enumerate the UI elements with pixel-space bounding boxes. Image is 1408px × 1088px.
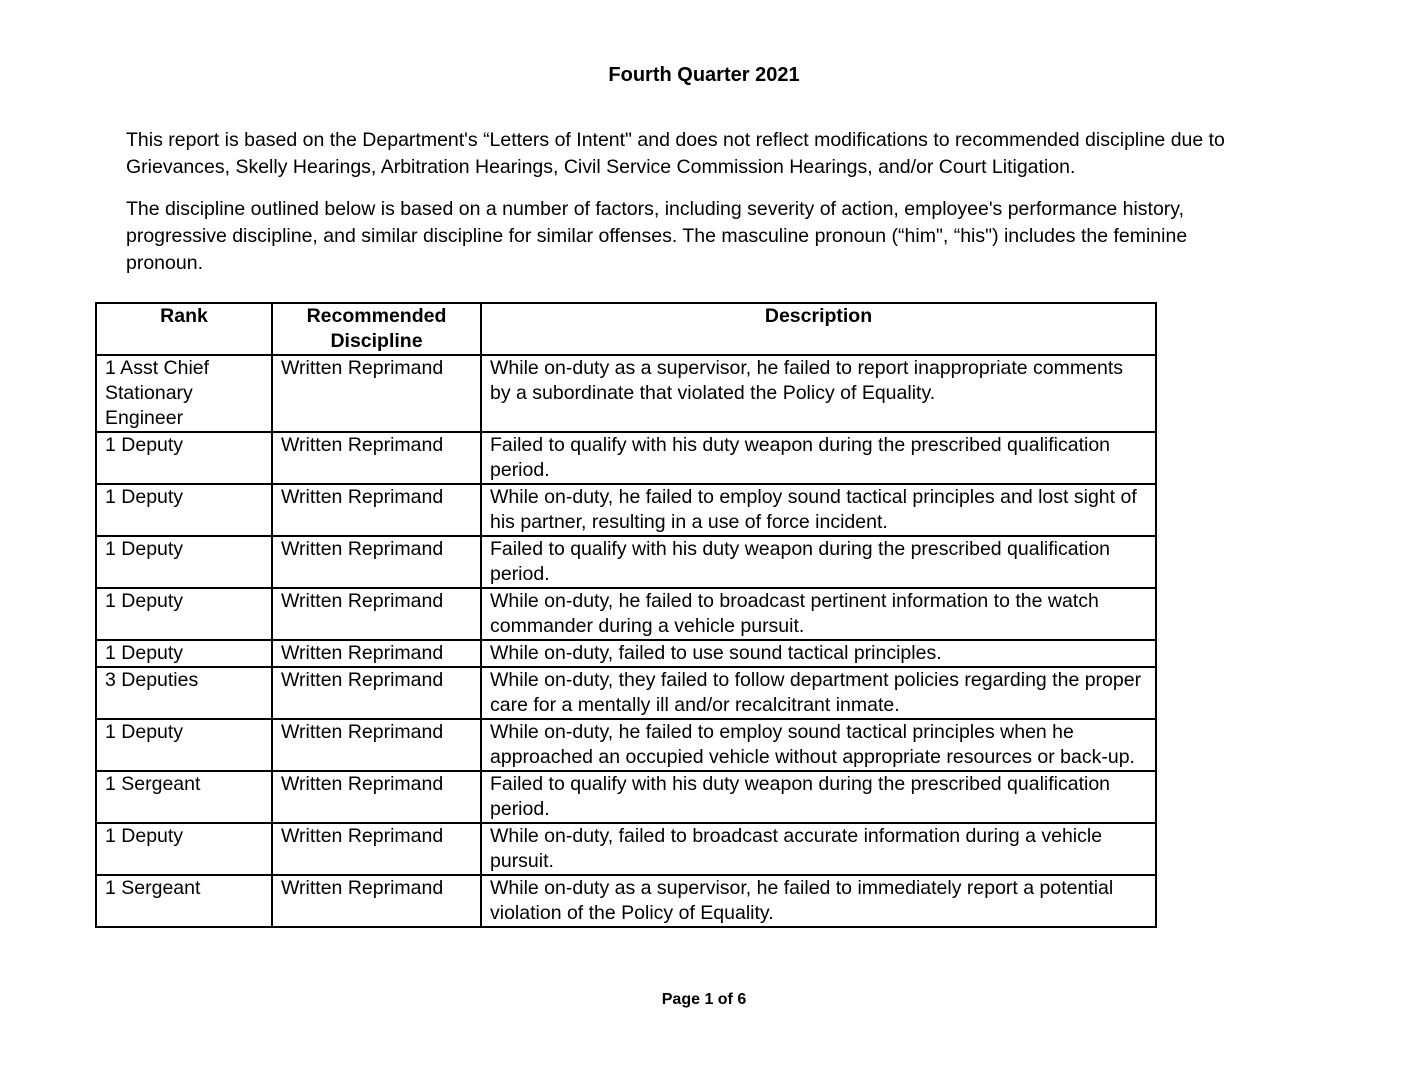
document-title: Fourth Quarter 2021 xyxy=(608,64,800,86)
table-row xyxy=(96,823,1156,875)
table-header-recommended-discipline: Recommended Discipline xyxy=(272,303,481,355)
discipline-cell: Written Reprimand xyxy=(272,667,481,719)
rank-cell: 1 Deputy xyxy=(96,640,272,667)
table-row xyxy=(96,667,1156,719)
rank-cell: 1 Deputy xyxy=(96,484,272,536)
discipline-cell: Written Reprimand xyxy=(272,719,481,771)
rank-cell: 1 Deputy xyxy=(96,588,272,640)
table-row xyxy=(96,355,1156,432)
description-cell: Failed to qualify with his duty weapon during the prescribed qualification period. xyxy=(481,771,1156,823)
description-cell: While on-duty, he failed to employ sound tactical principles and lost sight of his partner, resulting in a use of force incident. xyxy=(481,484,1156,536)
description-cell: While on-duty as a supervisor, he failed to immediately report a potential violation of the Policy of Equality. xyxy=(481,875,1156,927)
discipline-table xyxy=(95,302,1157,928)
intro-paragraph: This report is based on the Department's “Letters of Intent" and does not reflect modifications to recommended discipline due to Grievances, Skelly Hearings, Arbitration Hearings, Civil Service Commission Hearings, and/or Court Litigation. xyxy=(126,129,1225,178)
rank-cell: 1 Deputy xyxy=(96,432,272,484)
description-cell: While on-duty, failed to broadcast accurate information during a vehicle pursuit. xyxy=(481,823,1156,875)
rank-cell: 1 Asst Chief Stationary Engineer xyxy=(96,355,272,432)
description-cell: While on-duty, they failed to follow department policies regarding the proper care for a mentally ill and/or recalcitrant inmate. xyxy=(481,667,1156,719)
rank-cell: 1 Deputy xyxy=(96,719,272,771)
rank-cell: 1 Sergeant xyxy=(96,875,272,927)
discipline-cell: Written Reprimand xyxy=(272,588,481,640)
table-row xyxy=(96,875,1156,927)
description-cell: Failed to qualify with his duty weapon during the prescribed qualification period. xyxy=(481,432,1156,484)
rank-cell: 1 Sergeant xyxy=(96,771,272,823)
description-cell: While on-duty, failed to use sound tactical principles. xyxy=(481,640,1156,667)
rank-cell: 1 Deputy xyxy=(96,823,272,875)
discipline-cell: Written Reprimand xyxy=(272,640,481,667)
description-cell: While on-duty as a supervisor, he failed to report inappropriate comments by a subordinate that violated the Policy of Equality. xyxy=(481,355,1156,432)
table-row xyxy=(96,432,1156,484)
table-row xyxy=(96,484,1156,536)
table-header-description: Description xyxy=(481,303,1156,355)
table-header-row xyxy=(96,303,1156,355)
table-row xyxy=(96,771,1156,823)
discipline-cell: Written Reprimand xyxy=(272,536,481,588)
discipline-cell: Written Reprimand xyxy=(272,771,481,823)
discipline-cell: Written Reprimand xyxy=(272,355,481,432)
description-cell: While on-duty, he failed to employ sound tactical principles when he approached an occupied vehicle without appropriate resources or back-up. xyxy=(481,719,1156,771)
discipline-cell: Written Reprimand xyxy=(272,823,481,875)
rank-cell: 1 Deputy xyxy=(96,536,272,588)
table-row xyxy=(96,588,1156,640)
table-row xyxy=(96,536,1156,588)
discipline-cell: Written Reprimand xyxy=(272,484,481,536)
disclaimer-paragraph: The discipline outlined below is based on a number of factors, including severity of action, employee's performance history, progressive discipline, and similar discipline for similar offenses. The masculine pronoun (“him", “his") includes the feminine pronoun. xyxy=(126,198,1188,274)
description-cell: While on-duty, he failed to broadcast pertinent information to the watch commander during a vehicle pursuit. xyxy=(481,588,1156,640)
table-row xyxy=(96,719,1156,771)
description-cell: Failed to qualify with his duty weapon during the prescribed qualification period. xyxy=(481,536,1156,588)
discipline-cell: Written Reprimand xyxy=(272,432,481,484)
discipline-cell: Written Reprimand xyxy=(272,875,481,927)
table-header-rank: Rank xyxy=(96,303,272,355)
page-number-footer: Page 1 of 6 xyxy=(661,991,747,1008)
rank-cell: 3 Deputies xyxy=(96,667,272,719)
table-row xyxy=(96,640,1156,667)
